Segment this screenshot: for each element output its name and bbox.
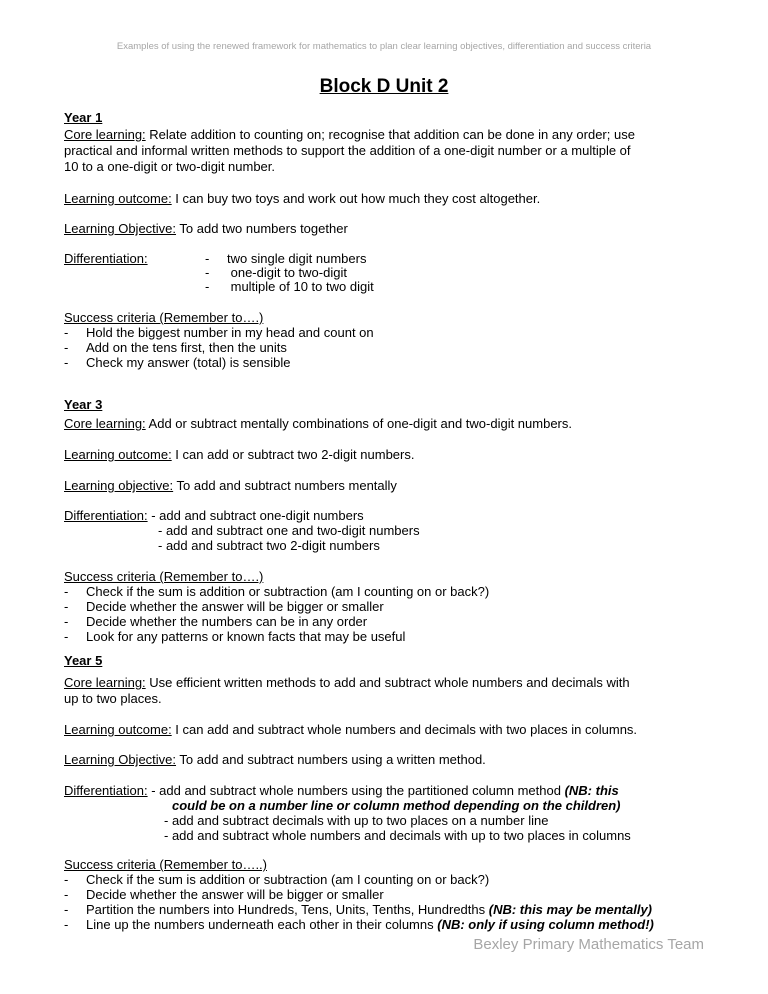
year1-success-item: - Add on the tens first, then the units: [64, 340, 287, 355]
year5-diff-item: - add and subtract decimals with up to two places on a number line: [164, 813, 549, 828]
year5-success-item: - Decide whether the answer will be bigger or smaller: [64, 887, 384, 902]
year3-success-label: Success criteria (Remember to….): [64, 569, 264, 584]
year1-core-line1: Core learning: Relate addition to counting on; recognise that addition can be done in any order; use: [64, 127, 635, 142]
differentiation-label: Differentiation:: [64, 508, 148, 523]
year3-diff-item: - add and subtract two 2-digit numbers: [158, 538, 380, 553]
learning-objective-label: Learning Objective:: [64, 221, 177, 236]
year1-success-item: - Hold the biggest number in my head and count on: [64, 325, 374, 340]
year5-core-line2: up to two places.: [64, 691, 162, 706]
year1-core-line3: 10 to a one-digit or two-digit number.: [64, 159, 276, 174]
year5-outcome: Learning outcome: I can add and subtract whole numbers and decimals with two places in columns.: [64, 722, 638, 737]
year5-diff-note: could be on a number line or column method depending on the children): [172, 798, 621, 813]
year5-success-item: - Line up the numbers underneath each other in their columns (NB: only if using column method!): [64, 917, 654, 932]
learning-outcome-label: Learning outcome:: [64, 722, 172, 737]
year3-core: Core learning: Add or subtract mentally combinations of one-digit and two-digit numbers.: [64, 416, 572, 431]
year3-diff-item: - add and subtract one and two-digit numbers: [158, 523, 420, 538]
year1-heading: Year 1: [64, 110, 103, 125]
year1-diff-item: - two single digit numbers: [205, 251, 367, 266]
year3-heading: Year 3: [64, 397, 103, 412]
year3-success-item: - Look for any patterns or known facts that may be useful: [64, 629, 406, 644]
year1-outcome: Learning outcome: I can buy two toys and work out how much they cost altogether.: [64, 191, 541, 206]
core-learning-label: Core learning:: [64, 416, 146, 431]
year5-diff-item: - add and subtract whole numbers and decimals with up to two places in columns: [164, 828, 631, 843]
learning-outcome-label: Learning outcome:: [64, 191, 172, 206]
year3-objective: Learning objective: To add and subtract numbers mentally: [64, 478, 397, 493]
year1-success-item: - Check my answer (total) is sensible: [64, 355, 291, 370]
year3-outcome: Learning outcome: I can add or subtract two 2-digit numbers.: [64, 447, 415, 462]
differentiation-label: Differentiation:: [64, 783, 148, 798]
year5-success-item: - Partition the numbers into Hundreds, Tens, Units, Tenths, Hundredths (NB: this may be mentally): [64, 902, 653, 917]
year5-objective: Learning Objective: To add and subtract numbers using a written method.: [64, 752, 486, 767]
learning-objective-label: Learning objective:: [64, 478, 174, 493]
year1-differentiation-label: Differentiation:: [64, 251, 148, 266]
page-header: Examples of using the renewed framework for mathematics to plan clear learning objectives, differentiation and success criteria: [116, 41, 652, 52]
year5-success-label: Success criteria (Remember to…..): [64, 857, 267, 872]
learning-objective-label: Learning Objective:: [64, 752, 177, 767]
year1-core-line2: practical and informal written methods to support the addition of a one-digit number or a multiple of: [64, 143, 631, 158]
year3-success-item: - Check if the sum is addition or subtraction (am I counting on or back?): [64, 584, 490, 599]
year5-core-line1: Core learning: Use efficient written methods to add and subtract whole numbers and decimals with: [64, 675, 630, 690]
year3-success-item: - Decide whether the numbers can be in any order: [64, 614, 368, 629]
year3-success-item: - Decide whether the answer will be bigger or smaller: [64, 599, 384, 614]
year1-objective: Learning Objective: To add two numbers together: [64, 221, 348, 236]
year5-heading: Year 5: [64, 653, 103, 668]
year5-differentiation-line1: Differentiation: - add and subtract whole numbers using the partitioned column method (NB: this: [64, 783, 619, 798]
year1-diff-item: - multiple of 10 to two digit: [205, 279, 374, 294]
page-title: Block D Unit 2: [319, 76, 449, 97]
core-learning-label: Core learning:: [64, 675, 146, 690]
page-footer: Bexley Primary Mathematics Team: [473, 936, 704, 953]
year5-success-item: - Check if the sum is addition or subtraction (am I counting on or back?): [64, 872, 490, 887]
core-learning-label: Core learning:: [64, 127, 146, 142]
year3-differentiation-line1: Differentiation: - add and subtract one-digit numbers: [64, 508, 364, 523]
year1-success-label: Success criteria (Remember to….): [64, 310, 264, 325]
year1-diff-item: - one-digit to two-digit: [205, 265, 347, 280]
learning-outcome-label: Learning outcome:: [64, 447, 172, 462]
